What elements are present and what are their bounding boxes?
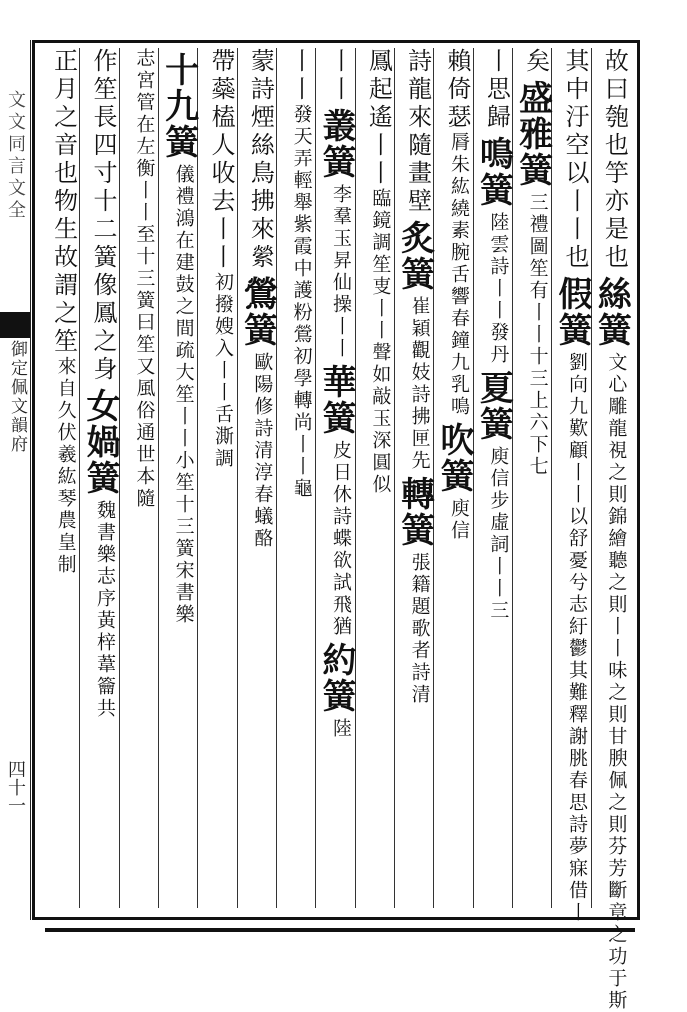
book-title: 御定佩文韻府 (7, 340, 27, 454)
entry-heading: 鶯簧 (237, 276, 278, 348)
annotation-text: 魏書樂志序黃梓葦籥共 (94, 500, 116, 720)
text-column (157, 48, 199, 626)
annotation-text: 初撥嫂入丨丨舌澌調 (212, 272, 234, 470)
entry-heading: 絲簧 (591, 276, 632, 348)
text-column (78, 48, 120, 720)
text-column (196, 48, 238, 470)
text-column (275, 48, 317, 500)
body-text: 矣 (521, 48, 550, 76)
annotation-text: 龜 (290, 478, 313, 500)
body-text: 帶蘂榼人收去丨丨 (207, 48, 235, 272)
body-text: 丨丨 (325, 48, 353, 104)
entry-heading: 鳴簧 (473, 136, 514, 208)
entry-heading: 轉簧 (394, 476, 435, 548)
text-column (393, 48, 435, 706)
entry-heading: 女媧簧 (80, 388, 120, 496)
annotation-text: 皮日休詩蝶欲試飛猶 (330, 440, 352, 638)
annotation-text: 來自久伏羲紘琴農皇制 (54, 356, 77, 576)
annotation-text: 三禮圖笙有丨丨十三上六下七 (526, 192, 549, 478)
body-text: 作笙長四寸十二簧像鳳之身 (89, 48, 117, 384)
text-column (550, 48, 592, 924)
text-column (471, 48, 513, 622)
annotation-text: 臨鏡調笙叓丨丨 (369, 188, 392, 342)
text-column (39, 48, 81, 576)
entry-heading: 炙簧 (394, 220, 435, 292)
annotation-text: 庾信步虛詞丨丨三 (487, 446, 510, 622)
annotation-text: 脣朱紘繞素腕 (448, 132, 470, 264)
annotation-text: 聲如敲玉深圓似 (369, 342, 392, 496)
annotation-text: 崔穎觀妓詩拂匣先 (408, 296, 431, 472)
text-column (117, 48, 159, 510)
page-number: 四十一 (5, 760, 26, 814)
entry-heading: 假簧 (552, 276, 592, 348)
annotation-text: 護粉鶯初學轉尚丨丨 (290, 280, 313, 478)
annotation-text: 劉向九歎顧丨丨以舒憂兮志紆鬱其難釋謝朓春思詩夢寐借丨 (566, 352, 588, 924)
annotation-text: 志宮管在左衡丨丨至十三簧曰笙又風俗通世本隨 (133, 48, 156, 510)
entry-heading: 約簧 (316, 642, 356, 714)
entry-heading: 吹簧 (434, 422, 474, 494)
bottom-rule (45, 928, 635, 932)
margin-top-text: 文文同言文全 (5, 90, 26, 222)
text-column (353, 48, 395, 496)
annotation-text: 陸 (330, 718, 352, 740)
annotation-text: 陸雲詩丨丨發丹 (487, 212, 510, 366)
annotation-text: 發天弄輕舉紫霞中 (290, 104, 313, 280)
text-column (432, 48, 474, 542)
entry-heading: 夏簧 (473, 370, 514, 442)
annotation-text: 李羣玉昇仙操丨丨 (330, 184, 352, 360)
annotation-text: 舌響春鐘九乳鳴 (448, 264, 470, 418)
body-text: 丨思歸 (482, 48, 511, 132)
annotation-text: 庾信 (448, 498, 470, 542)
body-text: 詩龍來隨畫壁 (403, 48, 432, 216)
entry-heading: 華簧 (316, 364, 356, 436)
body-text: 故曰匏也竽亦是也 (600, 48, 629, 272)
text-column (314, 48, 356, 740)
body-text: 蒙詩煙絲鳥拂來縈 (246, 48, 275, 272)
annotation-text: 儀禮鴻在建鼓之間疏大笙丨丨小笙十三簧宋書樂 (172, 164, 195, 626)
margin-black-tab (0, 312, 30, 338)
annotation-text: 張籍題歌者詩清 (408, 552, 431, 706)
body-text: 賴倚瑟 (443, 48, 471, 132)
text-column (235, 48, 277, 550)
entry-heading: 盛雅簧 (512, 80, 553, 188)
text-column (589, 48, 631, 1012)
body-text: 其中汙空以丨丨也 (561, 48, 589, 272)
body-text: 正月之音也物生故謂之笙 (49, 48, 78, 356)
page-margin (0, 40, 31, 920)
annotation-text: 歐陽修詩清淳春蟻酪 (251, 352, 274, 550)
body-text: 鳳起遙丨丨 (364, 48, 393, 188)
text-column (511, 48, 553, 478)
entry-heading: 十九簧 (158, 52, 199, 160)
entry-heading: 叢簧 (316, 108, 356, 180)
body-text: 丨丨 (285, 48, 314, 104)
annotation-text: 文心雕龍視之則錦繪聽之則丨丨味之則甘腴佩之則芬芳斷章之功于斯 (605, 352, 628, 1012)
